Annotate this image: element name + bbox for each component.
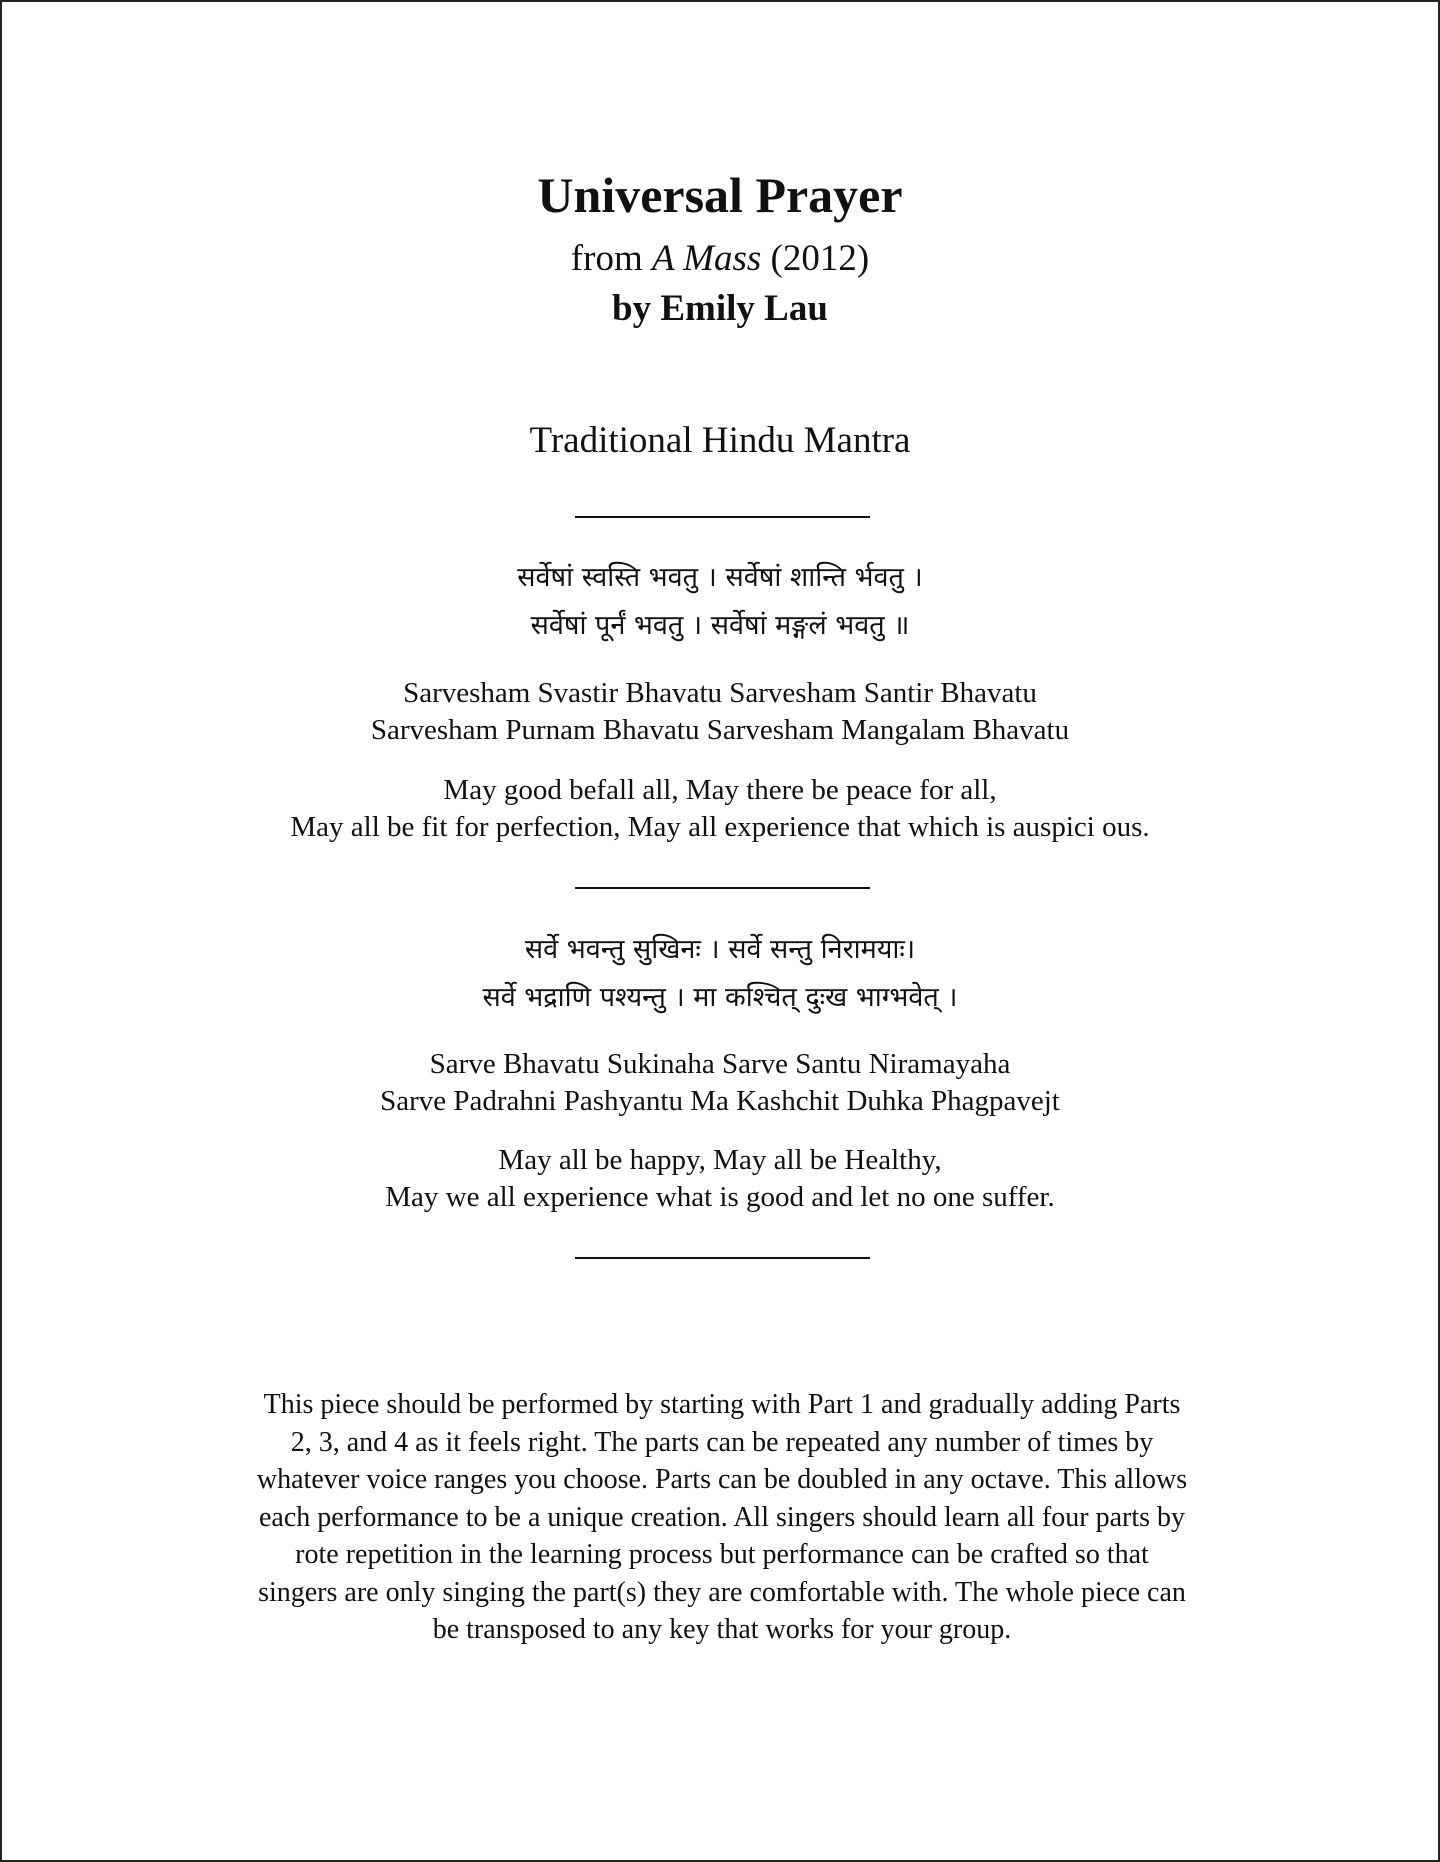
verse1-transliteration-line-1: Sarvesham Svastir Bhavatu Sarvesham Santir Bhavatu: [403, 677, 1037, 709]
verse1-translation-line-1: May good befall all, May there be peace for all,: [443, 774, 997, 806]
notes-line-2: 2, 3, and 4 as it feels right. The parts can be repeated any number of times by: [290, 1426, 1154, 1458]
verse2-transliteration: [2, 1046, 1438, 1120]
verse1-transliteration-line-2: Sarvesham Purnam Bhavatu Sarvesham Mangalam Bhavatu: [370, 714, 1070, 746]
verse1-transliteration: [2, 675, 1438, 749]
performance-notes: [162, 1386, 1282, 1649]
author: by Emily Lau: [612, 288, 828, 329]
verse1-devanagari: [2, 554, 1438, 650]
verse2-devanagari: [2, 926, 1438, 1022]
verse1-translation: [2, 772, 1438, 846]
verse2-devanagari-line-2: सर्वे भद्राणि पश्यन्तु । मा कश्चित् दुःख भाग्भवेत् ।: [482, 982, 958, 1013]
verse2-translation: [2, 1142, 1438, 1216]
subtitle-year: (2012): [761, 238, 870, 279]
divider-rule-2: [575, 887, 870, 889]
notes-line-6: singers are only singing the part(s) they are comfortable with. The whole piece can: [258, 1576, 1186, 1608]
verse2-translation-line-1: May all be happy, May all be Healthy,: [498, 1144, 942, 1176]
subtitle-prefix: from: [570, 238, 652, 279]
verse2-transliteration-line-1: Sarve Bhavatu Sukinaha Sarve Santu Niramayaha: [429, 1048, 1011, 1080]
divider-rule-1: [575, 516, 870, 518]
verse2-devanagari-line-1: सर्वे भवन्तु सुखिनः । सर्वे सन्तु निरामयाः।: [524, 934, 916, 965]
source-label: Traditional Hindu Mantra: [529, 420, 911, 461]
notes-line-3: whatever voice ranges you choose. Parts can be doubled in any octave. This allows: [256, 1464, 1188, 1495]
verse1-translation-line-2: May all be fit for perfection, May all experience that which is auspici ous.: [290, 811, 1150, 843]
verse2-transliteration-line-2: Sarve Padrahni Pashyantu Ma Kashchit Duhka Phagpavejt: [380, 1085, 1060, 1117]
subtitle: [2, 240, 1438, 277]
verse2-translation-line-2: May we all experience what is good and let no one suffer.: [385, 1181, 1055, 1213]
notes-line-4: each performance to be a unique creation. All singers should learn all four parts by: [258, 1501, 1185, 1533]
subtitle-work: A Mass: [651, 238, 762, 279]
divider-rule-3: [575, 1257, 870, 1259]
verse1-devanagari-line-1: सर्वेषां स्वस्ति भवतु । सर्वेषां शान्ति र्भवतु ।: [517, 562, 923, 593]
page-title: Universal Prayer: [537, 167, 903, 223]
verse1-devanagari-line-2: सर्वेषां पूर्नं भवतु । सर्वेषां मङ्गलं भवतु ॥: [530, 610, 910, 641]
notes-line-1: This piece should be performed by starting with Part 1 and gradually adding Parts: [263, 1389, 1181, 1420]
notes-line-7: be transposed to any key that works for your group.: [432, 1614, 1012, 1645]
notes-line-5: rote repetition in the learning process but performance can be crafted so that: [295, 1539, 1149, 1570]
